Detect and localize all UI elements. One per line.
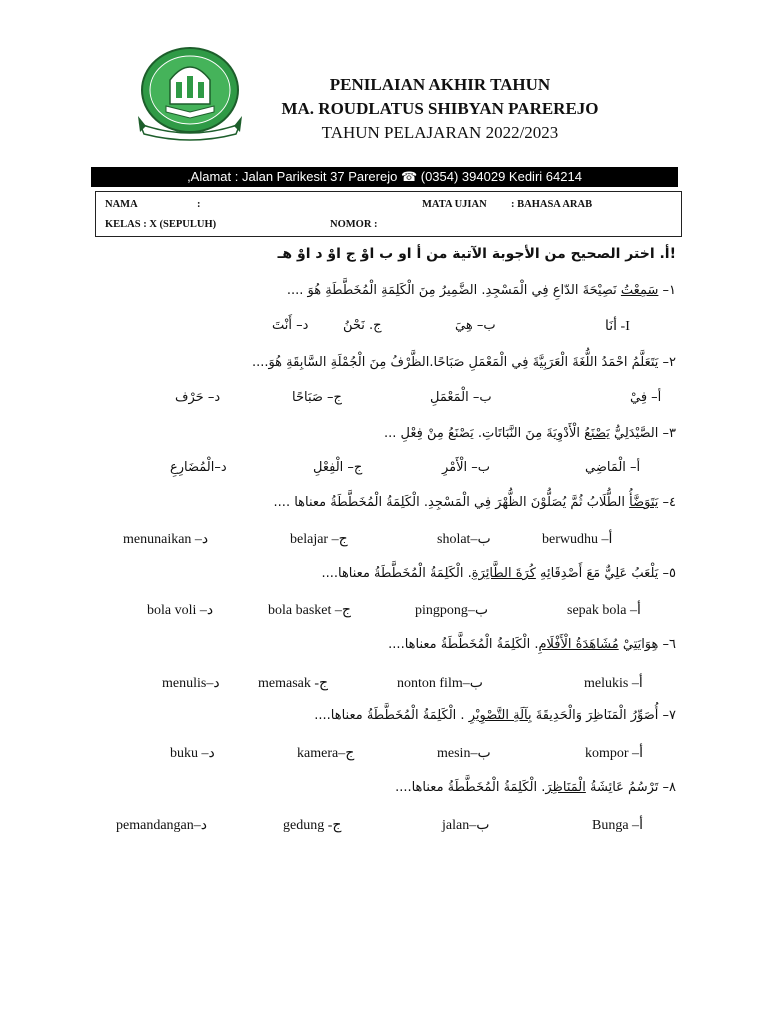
mata-ujian-value: : BAHASA ARAB (511, 199, 593, 210)
question-1: ١– سَمِعْتُ نَصِيْحَةَ الدّاعِ فِي الْمَسْجِدِ. الضَّمِيرُ مِنَ الْكَلِمَةِ الْمُخَطَّطَةِ هُوَ .... (286, 283, 676, 298)
nama-colon: : (197, 199, 201, 210)
question-2: ٢– يَتَعَلَّمُ احْمَدُ اللُّغَةَ الْعَرَبِيَّةَ فِي الْمَعْمَلِ صَبَاحًا.الظَّرْفُ مِنَ الْجُمْلَةِ السَّابِقَةِ هُوَ.... (251, 355, 676, 370)
q7-option-c[interactable]: kamera–ج (297, 746, 355, 761)
q8-option-d[interactable]: pemandangan–د (116, 818, 207, 833)
q5-option-d[interactable]: bola voli –د (147, 603, 214, 618)
q1-option-b[interactable]: ب– هِيَ (455, 318, 496, 333)
academic-year: TAHUN PELAJARAN 2022/2023 (321, 123, 559, 142)
q4-option-c[interactable]: belajar –ج (290, 532, 348, 547)
q5-option-b[interactable]: pingpong–ب (415, 603, 489, 618)
q1-option-c[interactable]: ج. نَحْنُ (343, 318, 382, 333)
q3-option-b[interactable]: ب– الْأَمْرِ (442, 460, 491, 475)
q4-option-b[interactable]: sholat–ب (437, 532, 491, 547)
nama-label: NAMA (105, 199, 138, 210)
question-4: ٤– يَتَوَضَّأُ الطُّلَابُ ثُمَّ يُصَلُّوْنَ الظُّهْرَ فِي الْمَسْجِدِ. الْكَلِمَةُ الْمُخَطَّطَةُ معناها .... (273, 495, 676, 510)
q6-option-d[interactable]: menulis–د (162, 676, 220, 691)
q7-option-d[interactable]: buku –د (170, 746, 215, 761)
q2-option-d[interactable]: د– حَرْف (175, 390, 221, 405)
question-7: ٧– أُصَوِّرُ الْمَنَاظِرَ وَالْحَدِيقَةَ بِآلَةِ التَّصْوِيْرِ . الْكَلِمَةُ الْمُخَطَّطَةُ معناها.... (314, 708, 676, 723)
question-8: ٨– تَرْسُمُ عَائِشَةُ الْمَنَاظِرَ. الْكَلِمَةُ الْمُخَطَّطَةُ معناها.... (395, 780, 676, 795)
q5-option-c[interactable]: bola basket –ج (268, 603, 351, 618)
q3-option-a[interactable]: أ– الْمَاضِي (585, 460, 641, 475)
mata-ujian-label: MATA UJIAN (422, 199, 487, 210)
question-6: ٦– هِوَايَتِيْ مُشَاهَدَةُ الْأَفْلَامِ. الْكَلِمَةُ الْمُخَطَّطَةُ معناها.... (388, 637, 676, 652)
question-3: ٣– الصَّيْدَلِيُّ يَصْنَعُ الْأَدْوِيَةَ مِنَ النَّبَاتَاتِ. يَصْنَعُ مِنْ فِعْلِ ... (384, 426, 676, 441)
q4-option-d[interactable]: menunaikan –د (123, 532, 209, 547)
q1-option-d[interactable]: د– أَنْتَ (272, 318, 309, 333)
q4-option-a[interactable]: berwudhu –أ (542, 532, 613, 547)
q2-option-c[interactable]: ج– صَبَاحًا (292, 390, 342, 405)
q2-option-b[interactable]: ب– الْمَعْمَلِ (430, 390, 492, 405)
q6-option-b[interactable]: nonton film–ب (397, 676, 483, 691)
q8-option-b[interactable]: jalan–ب (442, 818, 490, 833)
q7-option-a[interactable]: kompor –أ (585, 746, 643, 761)
q6-option-a[interactable]: melukis –أ (584, 676, 643, 691)
question-5: ٥– يَلْعَبُ عَلِيٌّ مَعَ أَصْدِقَائِهِ كُرَةَ الطَّائِرَةِ. الْكَلِمَةُ الْمُخَطَّطَةُ معناها.... (321, 566, 676, 581)
student-info-box (95, 191, 682, 237)
q8-option-c[interactable]: gedung -ج (283, 818, 342, 833)
exam-title: PENILAIAN AKHIR TAHUN (329, 75, 551, 94)
q8-option-a[interactable]: Bunga –أ (592, 818, 643, 833)
school-logo (136, 46, 244, 142)
q5-option-a[interactable]: sepak bola –أ (567, 603, 641, 618)
q2-option-a[interactable]: أ– فِيْ (630, 390, 662, 405)
q6-option-c[interactable]: memasak -ج (258, 676, 329, 691)
kelas-label: KELAS : X (SEPULUH) (105, 219, 217, 230)
q3-option-c[interactable]: ج– الْفِعْلِ (313, 460, 363, 475)
q3-option-d[interactable]: د–الْمُضَارِعِ (170, 460, 227, 475)
instruction: !أ. اختر الصحيح من الأجوبة الآتية من أ او ب اوْ ج اوْ د اوْ هـ (277, 246, 676, 262)
address-bar: ,Alamat : Jalan Parikesit 37 Parerejo ☎ (0354) 394029 Kediri 64214 (91, 167, 678, 187)
q7-option-b[interactable]: mesin–ب (437, 746, 491, 761)
nomor-label: NOMOR : (330, 219, 378, 230)
school-name: MA. ROUDLATUS SHIBYAN PAREREJO (281, 99, 599, 118)
q1-option-a[interactable]: I- أنَا (605, 319, 630, 334)
